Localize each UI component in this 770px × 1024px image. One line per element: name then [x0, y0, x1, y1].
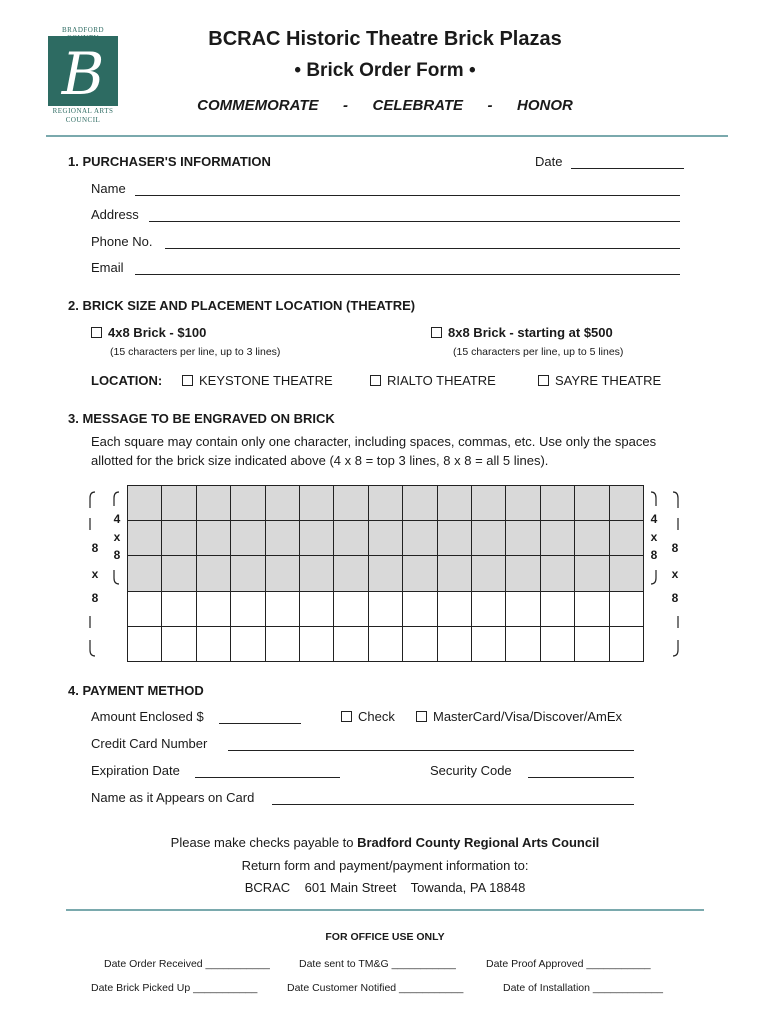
grid-cell[interactable] [472, 627, 506, 662]
engrave-instructions-line2: allotted for the brick size indicated above (4 x 8 = top 3 lines, 8 x 8 = all 5 lines). [91, 453, 549, 468]
right-4x8-label-1: 4 [650, 512, 658, 526]
left-4x8-label-1: 4 [113, 512, 121, 526]
address-label: Address [91, 207, 139, 222]
office-picked-up: Date Brick Picked Up ___________ [91, 982, 258, 994]
date-field[interactable] [571, 168, 684, 169]
rialto-label: RIALTO THEATRE [387, 373, 496, 388]
grid-cell[interactable] [610, 627, 644, 662]
address-field[interactable] [149, 221, 680, 222]
grid-cell[interactable] [197, 521, 231, 556]
amount-field[interactable] [219, 723, 301, 724]
grid-cell[interactable] [575, 627, 609, 662]
cc-number-field[interactable] [228, 750, 634, 751]
grid-cell[interactable] [610, 556, 644, 591]
left-4x8-label-3: 8 [113, 548, 121, 562]
card-option[interactable] [416, 709, 622, 724]
grid-cell[interactable] [438, 556, 472, 591]
payable-line [0, 835, 770, 850]
card-checkbox[interactable] [416, 711, 427, 722]
section1-heading: 1. PURCHASER'S INFORMATION [68, 154, 271, 169]
grid-cell[interactable] [369, 592, 403, 627]
form-tagline: COMMEMORATE - CELEBRATE - HONOR [197, 97, 573, 114]
office-installation: Date of Installation ____________ [503, 982, 663, 994]
grid-cell[interactable] [541, 627, 575, 662]
name-field[interactable] [135, 195, 680, 196]
left-8x8-label-3: 8 [91, 591, 99, 605]
grid-cell[interactable] [541, 556, 575, 591]
expiration-label: Expiration Date [91, 763, 180, 778]
grid-cell[interactable] [506, 486, 540, 521]
rialto-checkbox[interactable] [370, 375, 381, 386]
check-label: Check [358, 709, 395, 724]
logo-bottom-line2: COUNCIL [65, 116, 101, 124]
grid-cell[interactable] [369, 521, 403, 556]
security-label: Security Code [430, 763, 512, 778]
office-heading: FOR OFFICE USE ONLY [325, 931, 445, 943]
grid-cell[interactable] [197, 592, 231, 627]
location-label: LOCATION: [91, 373, 163, 388]
right-8x8-label-3: 8 [671, 591, 679, 605]
grid-cell[interactable] [128, 486, 162, 521]
brick-4x8-checkbox[interactable] [91, 327, 102, 338]
engraving-grid[interactable] [127, 485, 644, 662]
cc-number-label: Credit Card Number [91, 736, 208, 751]
grid-cell[interactable] [334, 627, 368, 662]
grid-cell[interactable] [610, 486, 644, 521]
section2-heading: 2. BRICK SIZE AND PLACEMENT LOCATION (THEATRE) [68, 298, 416, 313]
grid-cell[interactable] [128, 521, 162, 556]
brick-8x8-checkbox[interactable] [431, 327, 442, 338]
left-8x8-label-2: x [91, 567, 99, 581]
brick-4x8-label: 4x8 Brick - $100 [108, 325, 207, 340]
logo-top-text: BRADFORD [61, 26, 105, 34]
grid-cell[interactable] [231, 556, 265, 591]
grid-cell[interactable] [610, 521, 644, 556]
name-label: Name [91, 181, 126, 196]
grid-cell[interactable] [197, 556, 231, 591]
grid-cell[interactable] [162, 627, 196, 662]
location-sayre[interactable] [538, 373, 661, 388]
grid-cell[interactable] [128, 592, 162, 627]
grid-cell[interactable] [231, 592, 265, 627]
grid-cell[interactable] [231, 627, 265, 662]
grid-cell[interactable] [506, 521, 540, 556]
sayre-label: SAYRE THEATRE [555, 373, 662, 388]
payable-prefix: Please make checks payable to [170, 835, 358, 850]
grid-cell[interactable] [300, 627, 334, 662]
right-4x8-label-2: x [650, 530, 658, 544]
grid-cell[interactable] [403, 521, 437, 556]
check-checkbox[interactable] [341, 711, 352, 722]
grid-cell[interactable] [438, 627, 472, 662]
grid-cell[interactable] [266, 627, 300, 662]
grid-cell[interactable] [403, 627, 437, 662]
location-keystone[interactable] [182, 373, 333, 388]
office-proof-approved: Date Proof Approved ___________ [486, 958, 651, 970]
check-option[interactable] [341, 709, 395, 724]
grid-cell[interactable] [610, 592, 644, 627]
grid-cell[interactable] [128, 556, 162, 591]
grid-cell[interactable] [575, 556, 609, 591]
grid-cell[interactable] [472, 556, 506, 591]
return-line: Return form and payment/payment information to: [241, 858, 529, 873]
brick-8x8-label: 8x8 Brick - starting at $500 [448, 325, 613, 340]
email-label: Email [91, 260, 124, 275]
expiration-field[interactable] [195, 777, 340, 778]
grid-cell[interactable] [334, 521, 368, 556]
grid-cell[interactable] [197, 627, 231, 662]
sayre-checkbox[interactable] [538, 375, 549, 386]
phone-label: Phone No. [91, 234, 153, 249]
mailing-address: BCRAC 601 Main Street Towanda, PA 18848 [244, 880, 526, 895]
grid-cell[interactable] [438, 521, 472, 556]
grid-cell[interactable] [472, 521, 506, 556]
phone-field[interactable] [165, 248, 680, 249]
grid-cell[interactable] [472, 486, 506, 521]
grid-cell[interactable] [300, 486, 334, 521]
grid-cell[interactable] [438, 486, 472, 521]
grid-cell[interactable] [575, 521, 609, 556]
office-divider [66, 909, 704, 911]
keystone-label: KEYSTONE THEATRE [199, 373, 333, 388]
grid-cell[interactable] [128, 627, 162, 662]
left-8x8-label-1: 8 [91, 541, 99, 555]
right-8x8-label-1: 8 [671, 541, 679, 555]
brick-4x8-option[interactable] [91, 325, 206, 340]
logo-bottom-line1: REGIONAL ARTS [52, 107, 114, 115]
grid-cell[interactable] [369, 486, 403, 521]
form-title: BCRAC Historic Theatre Brick Plazas [208, 28, 562, 50]
brick-8x8-note: (15 characters per line, up to 5 lines) [453, 346, 624, 358]
grid-cell[interactable] [266, 592, 300, 627]
grid-cell[interactable] [506, 592, 540, 627]
grid-cell[interactable] [266, 521, 300, 556]
grid-cell[interactable] [266, 556, 300, 591]
grid-cell[interactable] [300, 556, 334, 591]
grid-cell[interactable] [334, 486, 368, 521]
grid-cell[interactable] [369, 556, 403, 591]
grid-cell[interactable] [300, 521, 334, 556]
right-8x8-label-2: x [671, 567, 679, 581]
office-sent-tmg: Date sent to TM&G ___________ [299, 958, 456, 970]
grid-cell[interactable] [369, 627, 403, 662]
grid-cell[interactable] [541, 592, 575, 627]
brick-8x8-option[interactable] [431, 325, 613, 340]
brick-4x8-note: (15 characters per line, up to 3 lines) [110, 346, 281, 358]
left-4x8-label-2: x [113, 530, 121, 544]
card-label: MasterCard/Visa/Discover/AmEx [433, 709, 623, 724]
engrave-instructions-line1: Each square may contain only one character, including spaces, commas, etc. Use only the spaces [91, 434, 657, 449]
grid-cell[interactable] [334, 556, 368, 591]
email-field[interactable] [135, 274, 680, 275]
section4-heading: 4. PAYMENT METHOD [68, 683, 204, 698]
grid-cell[interactable] [472, 592, 506, 627]
grid-cell[interactable] [541, 521, 575, 556]
grid-cell[interactable] [541, 486, 575, 521]
grid-cell[interactable] [231, 486, 265, 521]
grid-cell[interactable] [438, 592, 472, 627]
grid-cell[interactable] [231, 521, 265, 556]
date-label: Date [535, 154, 563, 169]
office-order-received: Date Order Received ___________ [104, 958, 270, 970]
grid-cell[interactable] [403, 592, 437, 627]
logo-letter: B [61, 40, 105, 108]
name-on-card-field[interactable] [272, 804, 634, 805]
grid-cell[interactable] [575, 592, 609, 627]
grid-cell[interactable] [266, 486, 300, 521]
office-customer-notified: Date Customer Notified ___________ [287, 982, 464, 994]
keystone-checkbox[interactable] [182, 375, 193, 386]
header-divider [46, 135, 728, 137]
location-rialto[interactable] [370, 373, 496, 388]
grid-cell[interactable] [506, 627, 540, 662]
form-subtitle: • Brick Order Form • [294, 60, 476, 81]
grid-cell[interactable] [403, 486, 437, 521]
grid-cell[interactable] [300, 592, 334, 627]
amount-label: Amount Enclosed $ [91, 709, 204, 724]
grid-cell[interactable] [162, 556, 196, 591]
grid-cell[interactable] [197, 486, 231, 521]
payable-org: Bradford County Regional Arts Council [357, 835, 600, 850]
grid-cell[interactable] [506, 556, 540, 591]
grid-cell[interactable] [162, 486, 196, 521]
security-field[interactable] [528, 777, 634, 778]
grid-cell[interactable] [162, 521, 196, 556]
grid-cell[interactable] [162, 592, 196, 627]
section3-heading: 3. MESSAGE TO BE ENGRAVED ON BRICK [68, 411, 335, 426]
grid-cell[interactable] [334, 592, 368, 627]
grid-cell[interactable] [575, 486, 609, 521]
name-on-card-label: Name as it Appears on Card [91, 790, 255, 805]
right-4x8-label-3: 8 [650, 548, 658, 562]
grid-cell[interactable] [403, 556, 437, 591]
